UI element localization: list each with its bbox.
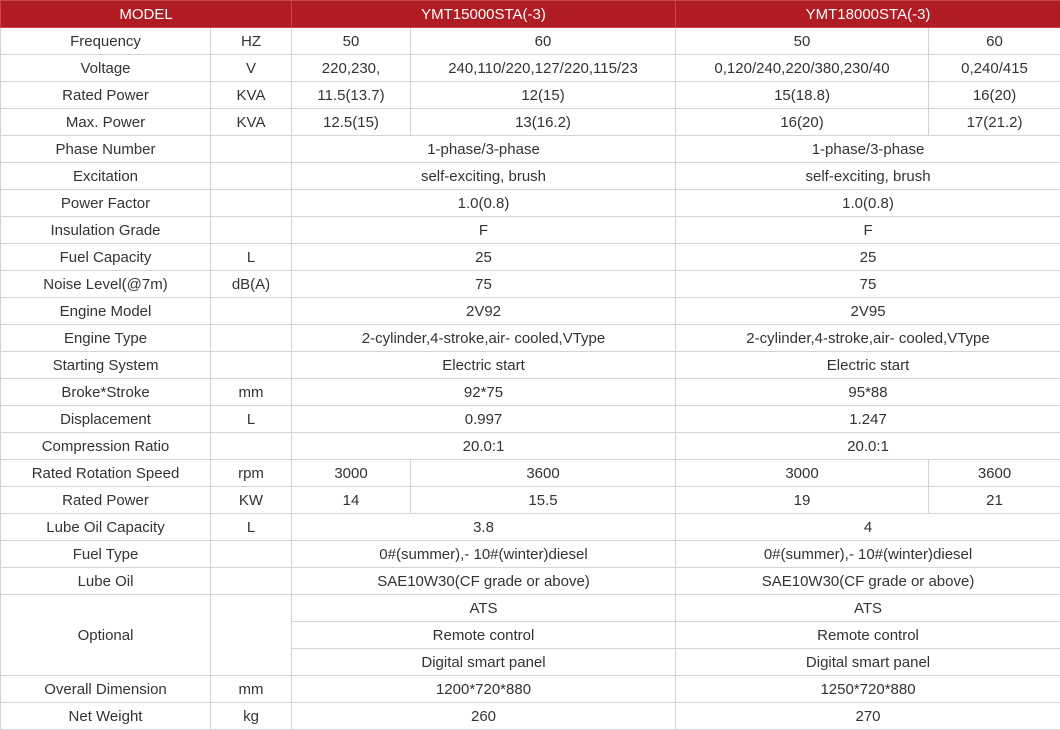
- row-label: Displacement: [1, 406, 211, 433]
- optional-model-2-value: Remote control: [676, 622, 1060, 649]
- model-2-value-a: 50: [676, 28, 929, 55]
- model-1-value-b: 240,110/220,127/220,115/23: [411, 55, 676, 82]
- row-unit: [211, 568, 292, 595]
- model-1-value-a: 14: [292, 487, 411, 514]
- model-1-value: 0.997: [292, 406, 676, 433]
- row-label: Power Factor: [1, 190, 211, 217]
- model-1-value-b: 13(16.2): [411, 109, 676, 136]
- row-unit: [211, 136, 292, 163]
- model-1-value: 3.8: [292, 514, 676, 541]
- row-unit: KVA: [211, 109, 292, 136]
- table-row: [1, 55, 1060, 82]
- row-unit: dB(A): [211, 271, 292, 298]
- model-2-value: 20.0:1: [676, 433, 1060, 460]
- model-2-value: 25: [676, 244, 1060, 271]
- header-model-1: YMT15000STA(-3): [292, 1, 676, 28]
- table-row: [1, 676, 1060, 703]
- table-row: [1, 487, 1060, 514]
- row-unit: L: [211, 244, 292, 271]
- row-label: Phase Number: [1, 136, 211, 163]
- row-label: Voltage: [1, 55, 211, 82]
- optional-model-2-value: Digital smart panel: [676, 649, 1060, 676]
- table-row: [1, 244, 1060, 271]
- table-row: [1, 406, 1060, 433]
- optional-model-1-value: Digital smart panel: [292, 649, 676, 676]
- model-2-value-b: 17(21.2): [929, 109, 1060, 136]
- row-unit: kg: [211, 703, 292, 730]
- row-unit: mm: [211, 379, 292, 406]
- header-row: [1, 1, 1060, 28]
- model-2-value: SAE10W30(CF grade or above): [676, 568, 1060, 595]
- optional-row: [1, 595, 1060, 622]
- model-2-value: 1-phase/3-phase: [676, 136, 1060, 163]
- model-1-value: 2V92: [292, 298, 676, 325]
- model-1-value: SAE10W30(CF grade or above): [292, 568, 676, 595]
- row-unit: [211, 298, 292, 325]
- model-2-value: 2V95: [676, 298, 1060, 325]
- row-unit: mm: [211, 676, 292, 703]
- header-model: MODEL: [1, 1, 292, 28]
- table-row: [1, 163, 1060, 190]
- model-1-value: 1-phase/3-phase: [292, 136, 676, 163]
- model-2-value: 95*88: [676, 379, 1060, 406]
- row-label: Lube Oil: [1, 568, 211, 595]
- table-row: [1, 433, 1060, 460]
- row-label: Net Weight: [1, 703, 211, 730]
- model-1-value: 2-cylinder,4-stroke,air- cooled,VType: [292, 325, 676, 352]
- row-label: Excitation: [1, 163, 211, 190]
- model-2-value-b: 0,240/415: [929, 55, 1060, 82]
- model-1-value: 92*75: [292, 379, 676, 406]
- table-row: [1, 460, 1060, 487]
- model-2-value-a: 16(20): [676, 109, 929, 136]
- model-2-value: 75: [676, 271, 1060, 298]
- optional-unit: [211, 595, 292, 676]
- model-1-value-a: 3000: [292, 460, 411, 487]
- table-row: [1, 298, 1060, 325]
- table-row: [1, 352, 1060, 379]
- model-1-value-a: 220,230,: [292, 55, 411, 82]
- model-2-value: 0#(summer),- 10#(winter)diesel: [676, 541, 1060, 568]
- row-unit: HZ: [211, 28, 292, 55]
- table-row: [1, 325, 1060, 352]
- row-label: Noise Level(@7m): [1, 271, 211, 298]
- model-2-value-b: 3600: [929, 460, 1060, 487]
- header-model-2: YMT18000STA(-3): [676, 1, 1060, 28]
- row-label: Frequency: [1, 28, 211, 55]
- row-label: Fuel Type: [1, 541, 211, 568]
- model-2-value: 1.247: [676, 406, 1060, 433]
- row-unit: V: [211, 55, 292, 82]
- row-label: Compression Ratio: [1, 433, 211, 460]
- table-row: [1, 379, 1060, 406]
- row-unit: [211, 163, 292, 190]
- model-1-value: 0#(summer),- 10#(winter)diesel: [292, 541, 676, 568]
- row-label: Engine Model: [1, 298, 211, 325]
- model-1-value: 75: [292, 271, 676, 298]
- model-1-value: self-exciting, brush: [292, 163, 676, 190]
- model-2-value: 2-cylinder,4-stroke,air- cooled,VType: [676, 325, 1060, 352]
- row-unit: [211, 217, 292, 244]
- model-1-value-b: 12(15): [411, 82, 676, 109]
- model-1-value-b: 60: [411, 28, 676, 55]
- model-2-value-a: 19: [676, 487, 929, 514]
- model-2-value-a: 3000: [676, 460, 929, 487]
- table-row: [1, 568, 1060, 595]
- spec-body: [1, 28, 1060, 730]
- row-unit: rpm: [211, 460, 292, 487]
- model-1-value: F: [292, 217, 676, 244]
- model-1-value: 260: [292, 703, 676, 730]
- row-unit: [211, 190, 292, 217]
- model-1-value: 1.0(0.8): [292, 190, 676, 217]
- row-unit: L: [211, 514, 292, 541]
- model-1-value: 25: [292, 244, 676, 271]
- optional-model-1-value: Remote control: [292, 622, 676, 649]
- table-row: [1, 217, 1060, 244]
- table-row: [1, 514, 1060, 541]
- table-row: [1, 190, 1060, 217]
- table-row: [1, 541, 1060, 568]
- model-2-value: Electric start: [676, 352, 1060, 379]
- row-unit: [211, 352, 292, 379]
- model-2-value-a: 0,120/240,220/380,230/40: [676, 55, 929, 82]
- table-row: [1, 136, 1060, 163]
- row-label: Rated Power: [1, 487, 211, 514]
- model-2-value: 1.0(0.8): [676, 190, 1060, 217]
- model-1-value: 1200*720*880: [292, 676, 676, 703]
- table-row: [1, 271, 1060, 298]
- row-label: Engine Type: [1, 325, 211, 352]
- row-label: Broke*Stroke: [1, 379, 211, 406]
- model-2-value: 1250*720*880: [676, 676, 1060, 703]
- model-2-value: F: [676, 217, 1060, 244]
- row-label: Starting System: [1, 352, 211, 379]
- row-unit: KVA: [211, 82, 292, 109]
- model-1-value-a: 11.5(13.7): [292, 82, 411, 109]
- row-label: Rated Power: [1, 82, 211, 109]
- model-1-value: 20.0:1: [292, 433, 676, 460]
- model-1-value-b: 15.5: [411, 487, 676, 514]
- row-unit: L: [211, 406, 292, 433]
- model-2-value-a: 15(18.8): [676, 82, 929, 109]
- model-1-value-a: 50: [292, 28, 411, 55]
- model-1-value: Electric start: [292, 352, 676, 379]
- row-label: Fuel Capacity: [1, 244, 211, 271]
- row-unit: [211, 325, 292, 352]
- model-2-value-b: 16(20): [929, 82, 1060, 109]
- row-label: Max. Power: [1, 109, 211, 136]
- optional-model-1-value: ATS: [292, 595, 676, 622]
- model-2-value-b: 21: [929, 487, 1060, 514]
- table-row: [1, 703, 1060, 730]
- table-row: [1, 82, 1060, 109]
- table-row: [1, 109, 1060, 136]
- model-2-value: 4: [676, 514, 1060, 541]
- optional-model-2-value: ATS: [676, 595, 1060, 622]
- row-unit: KW: [211, 487, 292, 514]
- model-1-value-a: 12.5(15): [292, 109, 411, 136]
- row-label: Lube Oil Capacity: [1, 514, 211, 541]
- table-row: [1, 28, 1060, 55]
- model-2-value: 270: [676, 703, 1060, 730]
- row-unit: [211, 541, 292, 568]
- model-1-value-b: 3600: [411, 460, 676, 487]
- row-label: Overall Dimension: [1, 676, 211, 703]
- row-unit: [211, 433, 292, 460]
- model-2-value-b: 60: [929, 28, 1060, 55]
- model-2-value: self-exciting, brush: [676, 163, 1060, 190]
- optional-label: Optional: [1, 595, 211, 676]
- row-label: Rated Rotation Speed: [1, 460, 211, 487]
- row-label: Insulation Grade: [1, 217, 211, 244]
